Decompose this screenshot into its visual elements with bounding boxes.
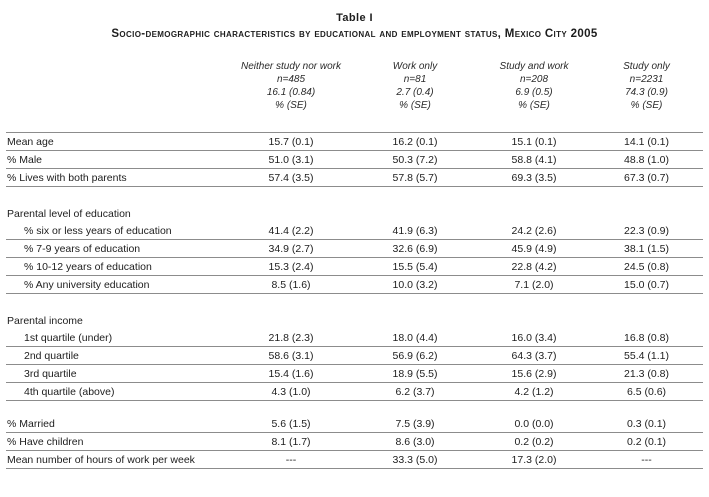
row-label: 3rd quartile [24,367,77,380]
row-value: 0.0 (0.0) [514,417,554,430]
spacer-row [6,401,703,415]
row-value: --- [641,453,652,466]
column-sample-size: n=81 [403,74,427,85]
row-value: 8.1 (1.7) [271,435,311,448]
row-value: 34.9 (2.7) [268,242,314,255]
column-unit-label: % (SE) [399,100,431,111]
row-value: 57.8 (5.7) [392,171,438,184]
row-value: 8.5 (1.6) [271,278,311,291]
column-percent-se: 6.9 (0.5) [515,87,553,98]
row-value: 24.2 (2.6) [511,224,557,237]
row-value: 0.2 (0.1) [626,435,667,448]
column-group-name: Study and work [499,61,569,72]
row-value: 41.9 (6.3) [392,224,438,237]
row-label: % Married [7,417,55,430]
row-label: % Male [7,153,43,166]
column-percent-se: 74.3 (0.9) [625,87,668,98]
row-value: 24.5 (0.8) [624,260,669,273]
row-value: 17.3 (2.0) [511,453,557,466]
row-value: 5.6 (1.5) [271,417,311,430]
row-value: 69.3 (3.5) [511,171,557,184]
row-label: Mean number of hours of work per week [7,453,195,466]
row-value: 18.0 (4.4) [392,331,438,344]
row-value: 4.3 (1.0) [271,385,311,398]
column-unit-label: % (SE) [275,100,307,111]
row-value: 15.3 (2.4) [268,260,314,273]
row-label: % Any university education [24,278,150,291]
row-value: 58.6 (3.1) [268,349,314,362]
row-value: 64.3 (3.7) [511,349,557,362]
row-value: 58.8 (4.1) [511,153,557,166]
row-label: % six or less years of education [24,224,172,237]
column-header [352,60,478,112]
column-header [590,60,703,112]
section-header-row [6,308,703,329]
row-value: 33.3 (5.0) [392,453,438,466]
table-row [6,365,703,383]
table-subtitle: Socio-demographic characteristics by educational and employment status, Mexico City 2005 [111,28,598,40]
column-unit-label: % (SE) [630,100,663,111]
row-value: 21.3 (0.8) [624,367,669,380]
row-value: 0.3 (0.1) [626,417,667,430]
row-value: 16.0 (3.4) [511,331,557,344]
row-value: 0.2 (0.2) [514,435,554,448]
row-value: 15.0 (0.7) [624,278,669,291]
table-row [6,415,703,433]
row-value: 22.8 (4.2) [511,260,557,273]
column-group-name: Study only [623,61,670,72]
row-label: Parental level of education [7,208,131,220]
row-value: 15.5 (5.4) [392,260,438,273]
row-label: % Have children [7,435,84,448]
row-value: 38.1 (1.5) [624,242,669,255]
row-value: 7.5 (3.9) [395,417,435,430]
row-value: 21.8 (2.3) [268,331,314,344]
spacer-row [6,294,703,308]
row-label: % Lives with both parents [7,171,127,184]
column-sample-size: n=485 [276,74,306,85]
row-value: 32.6 (6.9) [392,242,438,255]
row-value: 18.9 (5.5) [392,367,438,380]
row-value: 45.9 (4.9) [511,242,557,255]
row-value: 22.3 (0.9) [624,224,669,237]
table-row [6,169,703,187]
row-label: 1st quartile (under) [24,331,113,344]
row-value: 51.0 (3.1) [268,153,314,166]
row-value: 41.4 (2.2) [268,224,314,237]
table-row [6,222,703,240]
row-label: Mean age [7,135,54,148]
row-value: 55.4 (1.1) [624,349,669,362]
row-value: 4.2 (1.2) [514,385,554,398]
table-body [6,133,703,469]
column-group-name: Neither study nor work [240,61,342,72]
table-row [6,347,703,365]
row-value: 15.6 (2.9) [511,367,557,380]
row-value: 6.5 (0.6) [626,385,667,398]
column-group-name: Work only [392,61,438,72]
row-label: Parental income [7,315,83,327]
row-value: 57.4 (3.5) [268,171,314,184]
row-value: --- [285,453,297,466]
row-label: % 7-9 years of education [24,242,141,255]
column-header-stub [6,60,230,112]
column-percent-se: 16.1 (0.84) [266,87,316,98]
column-header [478,60,590,112]
table-row [6,133,703,151]
row-value: 8.6 (3.0) [395,435,435,448]
row-value: 10.0 (3.2) [392,278,438,291]
column-sample-size: n=2231 [629,74,664,85]
row-label: % 10-12 years of education [24,260,152,273]
row-value: 16.2 (0.1) [392,135,438,148]
row-value: 14.1 (0.1) [624,135,669,148]
table-row [6,240,703,258]
table-row [6,433,703,451]
table-row [6,383,703,401]
row-value: 15.7 (0.1) [268,135,314,148]
table-number-title: Table I [336,12,373,24]
column-unit-label: % (SE) [518,100,550,111]
row-value: 7.1 (2.0) [514,278,554,291]
table-row [6,258,703,276]
table-row [6,276,703,294]
table-row [6,329,703,347]
column-percent-se: 2.7 (0.4) [396,87,434,98]
row-value: 16.8 (0.8) [624,331,669,344]
table-column-headers [6,60,703,133]
row-value: 48.8 (1.0) [624,153,669,166]
row-value: 15.4 (1.6) [268,367,314,380]
spacer-row [6,187,703,201]
row-label: 4th quartile (above) [24,385,115,398]
row-value: 67.3 (0.7) [624,171,669,184]
row-value: 50.3 (7.2) [392,153,438,166]
row-label: 2nd quartile [24,349,79,362]
row-value: 6.2 (3.7) [395,385,435,398]
column-header [230,60,352,112]
section-header-row [6,201,703,222]
row-value: 56.9 (6.2) [392,349,438,362]
row-value: 15.1 (0.1) [511,135,557,148]
table-row [6,451,703,469]
column-sample-size: n=208 [519,74,549,85]
table-row [6,151,703,169]
